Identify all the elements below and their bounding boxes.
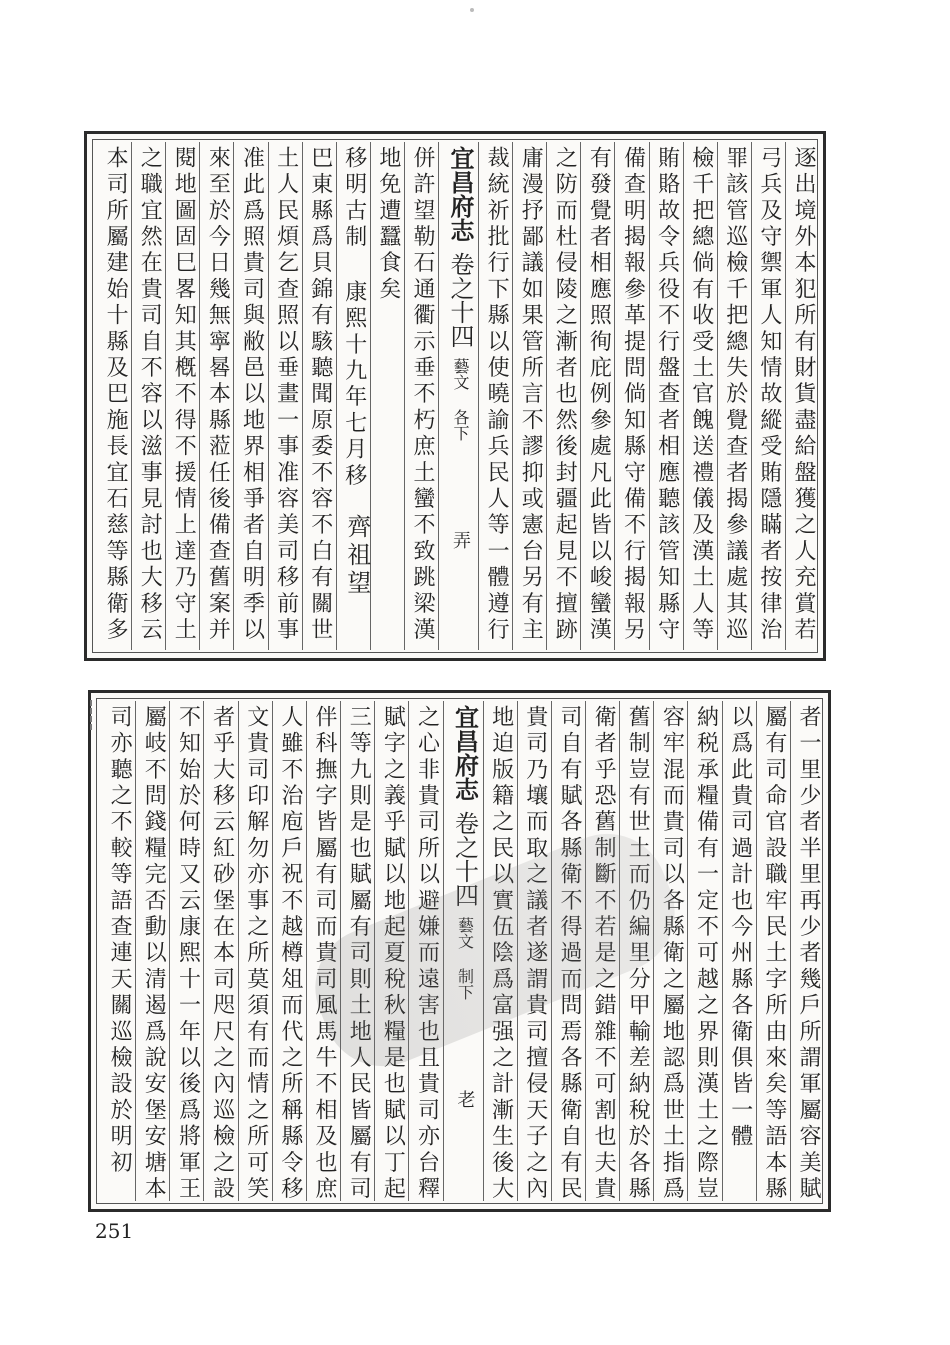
book-heading [440,146,480,559]
text-column: 三等九則是也賦屬有司則土地人民皆屬有司 [346,705,372,1203]
text-column: 移明古制 康熙十九年七月移 [341,146,367,490]
text-column: 逐出境外本犯所有財貨盡給盤獲之人充賞若 [790,146,816,644]
column-rule [233,142,234,650]
text-column: 之職宜然在貴司自不容以滋事見討也大移云 [137,146,163,644]
column-rule [683,142,684,650]
text-column: 以爲此貴司過計也今州縣各衛俱皆一體 [727,705,753,1151]
text-column: 貴司乃壤而取之議者遂謂貴司擅侵天子之內 [522,705,548,1203]
text-column: 伴科撫字皆屬有司而貴司風馬牛不相及也庶 [312,705,338,1203]
text-column: 屬有司命官設職牢民土字所由來矣等語本縣 [761,705,787,1203]
column-rule [199,142,200,650]
text-column: 不知始於何時又云康熙十一年以後爲將軍王 [175,705,201,1203]
column-rule [756,701,757,1201]
column-rule [203,701,204,1201]
column-rule [272,701,273,1201]
text-column: 地免遭蠶食矣 [375,146,401,304]
text-column: 庸漫抒鄙議如果管所言不謬抑或憲台另有主 [518,146,544,644]
column-rule [790,701,791,1201]
text-column: 舊制豈有世土而仍編里分甲輸差納稅於各縣 [625,705,651,1203]
column-rule [336,142,337,650]
column-rule [135,701,136,1201]
heading-title: 宜昌府志 [446,146,475,242]
text-column: 納税承糧備有一定不可越之界則漢土之際豈 [693,705,719,1203]
text-column: 准此爲照貴司與敝邑以地界相爭者自明季以 [239,146,265,644]
text-column: 衛者乎恐舊制斷不若是之錯雜不可割也夫貴 [591,705,617,1203]
heading-section: 藝文 各下 [451,358,470,441]
text-column: 者一里少者半里再少者幾戶所謂軍屬容美賦 [795,705,821,1203]
column-rule [785,142,786,650]
heading-folio: 老 [454,1090,476,1108]
column-rule [302,142,303,650]
text-column: 閱地圖固巳畧知其槪不得不援情上達乃守土 [171,146,197,644]
binding-mark [90,700,96,730]
text-column: 併許望勒石通衢示垂不朽庶土蠻不致跳梁漢 [409,146,435,644]
column-rule [306,701,307,1201]
heading-volume: 卷之十四 [446,252,474,348]
column-rule [717,142,718,650]
text-column: 文貴司印解勿亦事之所莫須有而情之所可笑 [243,705,269,1203]
text-column: 司亦聽之不較等語查連天關巡檢設於明初 [107,705,133,1177]
author-name: 齊祖望 [342,514,371,598]
text-column: 來至於今日幾無寧晷本縣蒞任後備查舊案并 [205,146,231,644]
text-column: 巴東縣爲貝錦有駭聽聞原委不容不白有關世 [307,146,333,644]
column-rule [512,142,513,650]
column-rule [687,701,688,1201]
column-rule [580,142,581,650]
column-rule [751,142,752,650]
fold-rule [438,142,439,650]
column-rule [169,701,170,1201]
column-rule [268,142,269,650]
fold-rule [478,142,479,650]
text-column: 備查明揭報參革提問倘知縣守備不行揭報另 [620,146,646,644]
column-rule [614,142,615,650]
text-column: 之心非貴司所以避嫌而遠害也且貴司亦台釋 [414,705,440,1203]
text-column: 之防而杜侵陵之漸者也然後封疆起見不擅跡 [552,146,578,644]
text-column: 檢千把總倘有收受土官餽送禮儀及漢土人等 [688,146,714,644]
text-column: 容牢混而貴司以各縣衛之屬地認爲世土指爲 [659,705,685,1203]
column-rule [722,701,723,1201]
heading-section: 藝文 制下 [455,917,475,1000]
text-column: 本司所屬建始十縣及巴施長宜石慈等縣衛多 [103,146,129,644]
column-rule [546,142,547,650]
heading-volume: 卷之十四 [450,811,479,907]
column-rule [238,701,239,1201]
scan-dot [470,8,474,12]
page-number: 251 [95,1219,134,1243]
text-column: 屬岐不問錢糧完否動以清遏爲說安堡安塘本 [141,705,167,1203]
text-column: 地迫版籍之民以實伍陰爲富强之計漸生後大 [488,705,514,1203]
text-column: 賄賂故令兵役不行盤查者相應聽該管知縣守 [654,146,680,644]
column-rule [165,142,166,650]
text-column: 賦字之義乎賦以地起夏稅秋糧是也賦以丁起 [380,705,406,1203]
column-rule [649,142,650,650]
text-column: 人雖不治庖戶祝不越樽俎而代之所稱縣令移 [277,705,303,1203]
text-column: 者乎大移云紅砂堡在本司咫尺之內巡檢之設 [209,705,235,1203]
text-column: 司自有賦各縣衛不得過而問焉各縣衛自有民 [556,705,582,1203]
column-rule [404,142,405,650]
text-column: 弓兵及守禦軍人知情故縱受賄隱瞞者按律治 [756,146,782,644]
heading-folio: 弄 [450,531,471,549]
text-column: 裁統祈批行下縣以使曉諭兵民人等一體遵行 [484,146,510,644]
text-column: 有發覺者相應照徇庇例參處凡此皆以峻蠻漢 [586,146,612,644]
top-page-panel [84,131,826,661]
text-column: 土人民煩乞查照以垂畫一事准容美司移前事 [273,146,299,644]
heading-title: 宜昌府志 [450,705,480,801]
column-rule [131,142,132,650]
text-column: 罪該管巡檢千把總失於覺查者揭參議處其巡 [722,146,748,644]
